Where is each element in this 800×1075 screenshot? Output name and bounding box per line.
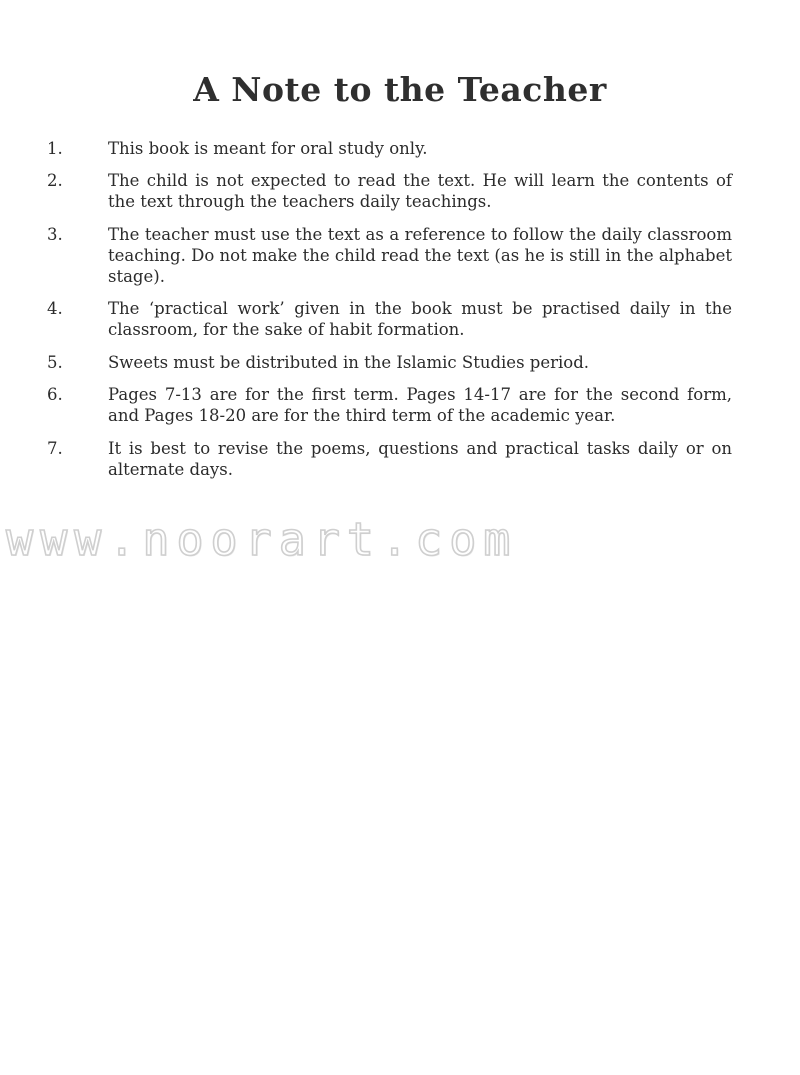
page-title: A Note to the Teacher (193, 70, 607, 109)
note-text: The teacher must use the text as a reference to follow the daily classroom teaching. Do not make the child read the text (as he is still in the alphabet stage). (108, 225, 732, 286)
note-text: The ‘practical work’ given in the book must be practised daily in the classroom, for the sake of habit formation. (108, 299, 732, 339)
note-text: Sweets must be distributed in the Islamic Studies period. (108, 353, 590, 372)
note-number: 6. (47, 385, 63, 404)
note-number: 1. (47, 139, 63, 158)
note-number: 7. (47, 439, 63, 458)
note-number: 3. (47, 225, 63, 244)
note-text: The child is not expected to read the text. He will learn the contents of the text through the teachers daily teachings. (108, 171, 732, 211)
note-number: 4. (47, 299, 63, 318)
note-number: 5. (47, 353, 63, 372)
note-number: 2. (47, 171, 63, 190)
note-text: Pages 7-13 are for the first term. Pages 14-17 are for the second form, and Pages 18-20 are for the third term of the academic year. (108, 385, 732, 425)
notes-list (0, 0, 800, 520)
watermark: www.noorart.com (6, 513, 518, 566)
note-text: This book is meant for oral study only. (108, 139, 428, 158)
note-text: It is best to revise the poems, questions and practical tasks daily or on alternate days. (108, 439, 732, 479)
